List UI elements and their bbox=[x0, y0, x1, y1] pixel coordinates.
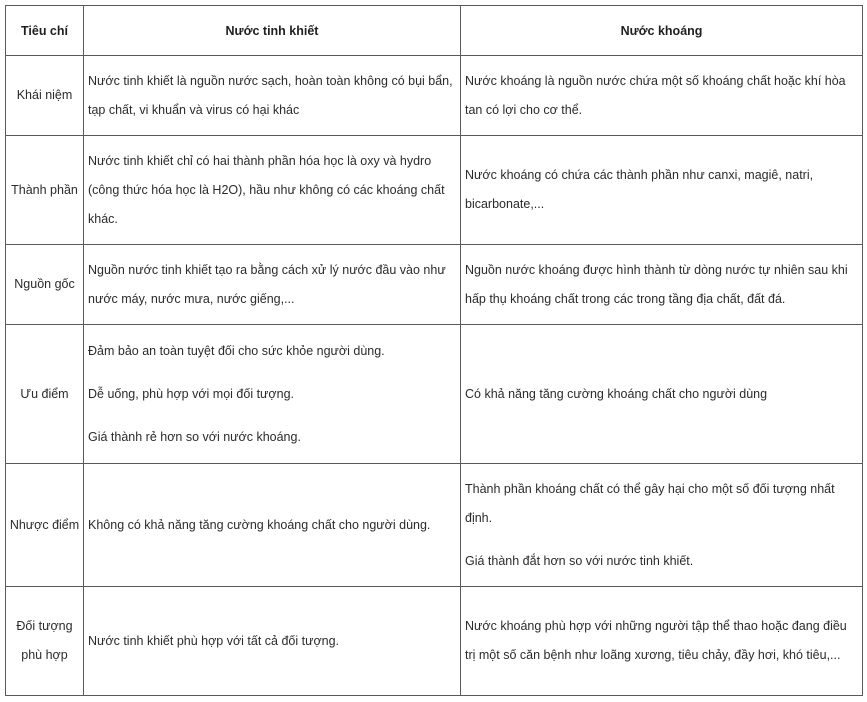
table-row bbox=[6, 136, 863, 245]
cell-text: Đảm bảo an toàn tuyệt đối cho sức khỏe người dùng. bbox=[88, 343, 385, 358]
mineral-water-cell bbox=[461, 587, 863, 696]
pure-water-cell bbox=[84, 464, 461, 587]
cell-text: Nguồn nước tinh khiết tạo ra bằng cách xử lý nước đầu vào như nước máy, nước mưa, nước giếng,... bbox=[88, 262, 446, 306]
mineral-water-cell bbox=[461, 136, 863, 245]
header-mineral-water: Nước khoáng bbox=[461, 6, 863, 56]
mineral-water-cell bbox=[461, 245, 863, 325]
cell-text: Có khả năng tăng cường khoáng chất cho người dùng bbox=[465, 386, 768, 401]
pure-water-cell bbox=[84, 136, 461, 245]
criterion-cell: Ưu điểm bbox=[6, 325, 84, 464]
pure-water-cell bbox=[84, 245, 461, 325]
cell-text: Giá thành rẻ hơn so với nước khoáng. bbox=[88, 429, 301, 444]
cell-text: Dễ uống, phù hợp với mọi đối tượng. bbox=[88, 386, 294, 401]
cell-text: Nguồn nước khoáng được hình thành từ dòng nước tự nhiên sau khi hấp thụ khoáng chất trong các trong tầng địa chất, đất đá. bbox=[465, 262, 848, 306]
criterion-cell: Khái niệm bbox=[6, 56, 84, 136]
cell-text: Nước tinh khiết phù hợp với tất cả đối tượng. bbox=[88, 633, 340, 648]
table-row bbox=[6, 464, 863, 587]
criterion-cell: Thành phần bbox=[6, 136, 84, 245]
cell-text: Nước khoáng phù hợp với những người tập thể thao hoặc đang điều trị một số căn bệnh như loãng xương, tiêu chảy, đầy hơi, khó tiêu,... bbox=[465, 619, 847, 662]
pure-water-cell bbox=[84, 56, 461, 136]
cell-text: Giá thành đắt hơn so với nước tinh khiết. bbox=[465, 553, 694, 568]
criterion-cell: Nhược điểm bbox=[6, 464, 84, 587]
criterion-cell: Đối tượng phù hợp bbox=[6, 587, 84, 696]
table-row bbox=[6, 587, 863, 696]
cell-text: Thành phần khoáng chất có thể gây hại cho một số đối tượng nhất định. bbox=[465, 481, 835, 525]
cell-text: Nước khoáng là nguồn nước chứa một số khoáng chất hoặc khí hòa tan có lợi cho cơ thể. bbox=[465, 73, 846, 117]
pure-water-cell bbox=[84, 587, 461, 696]
criterion-cell: Nguồn gốc bbox=[6, 245, 84, 325]
cell-text: Nước tinh khiết chỉ có hai thành phần hóa học là oxy và hydro (công thức hóa học là H2O), hầu như không có các khoáng chất khác. bbox=[88, 153, 445, 226]
table-row bbox=[6, 56, 863, 136]
header-pure-water: Nước tinh khiết bbox=[84, 6, 461, 56]
table-row bbox=[6, 325, 863, 464]
table-row bbox=[6, 245, 863, 325]
mineral-water-cell bbox=[461, 325, 863, 464]
mineral-water-cell bbox=[461, 56, 863, 136]
mineral-water-cell bbox=[461, 464, 863, 587]
pure-water-cell bbox=[84, 325, 461, 464]
comparison-table bbox=[5, 5, 863, 696]
cell-text: Không có khả năng tăng cường khoáng chất cho người dùng. bbox=[88, 517, 431, 532]
table-header-row bbox=[6, 6, 863, 56]
cell-text: Nước khoáng có chứa các thành phần như canxi, magiê, natri, bicarbonate,... bbox=[465, 168, 814, 211]
header-criterion: Tiêu chí bbox=[6, 6, 84, 56]
cell-text: Nước tinh khiết là nguồn nước sạch, hoàn toàn không có bụi bẩn, tạp chất, vi khuẩn và virus có hại khác bbox=[88, 73, 453, 117]
